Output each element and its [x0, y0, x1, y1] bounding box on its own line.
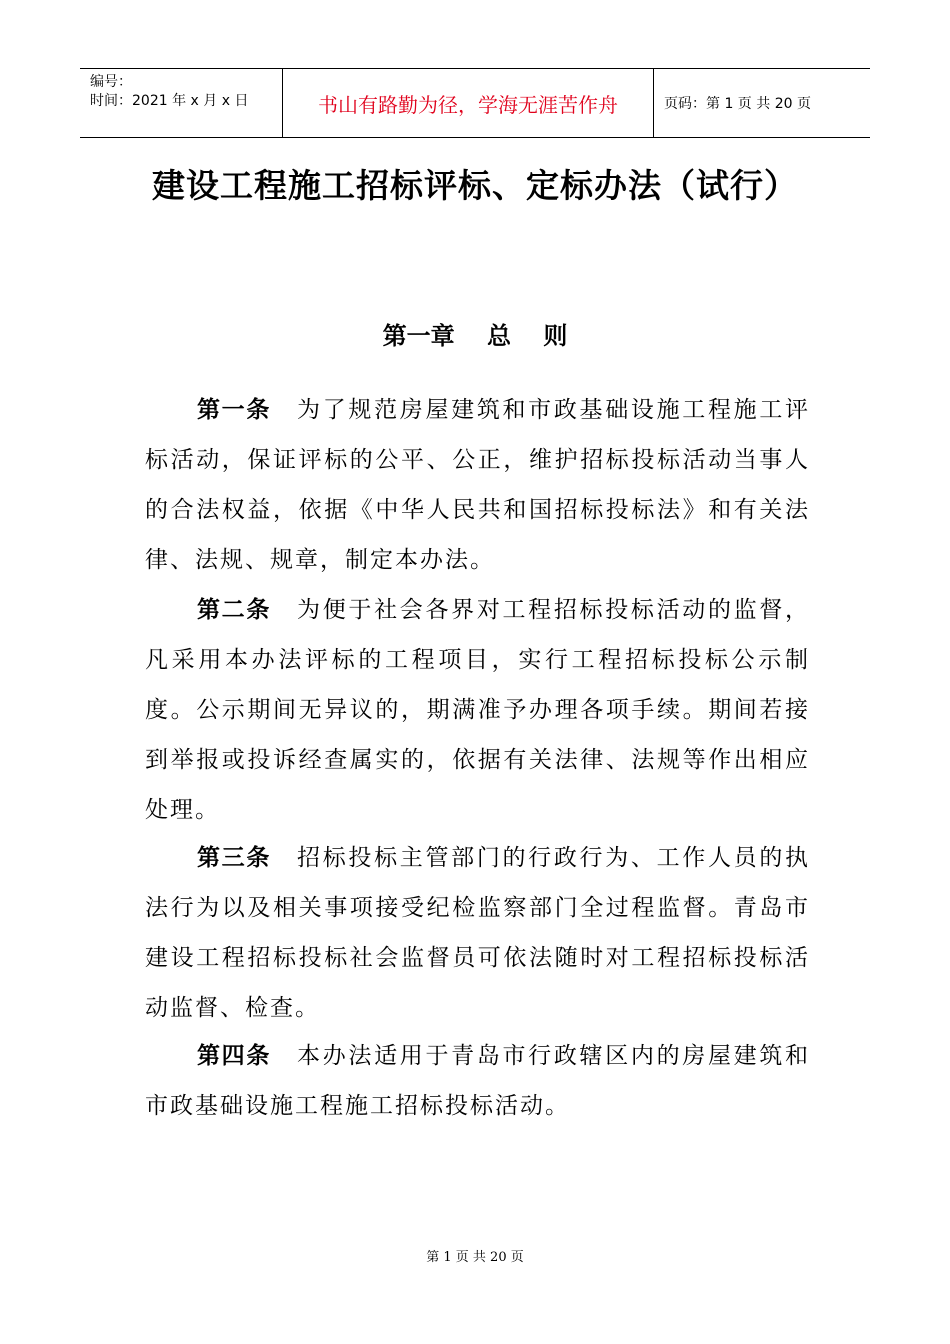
header-table [80, 68, 870, 138]
article-number: 第一条 [197, 397, 272, 423]
article-text: 为便于社会各界对工程招标投标活动的监督，凡采用本办法评标的工程项目，实行工程招标投标公示制度。公示期间无异议的，期满准予办理各项手续。期间若接到举报或投诉经查属实的，依据有关法律、法规等作出相应处理。 [145, 597, 811, 823]
time-label: 时间：2021 年 x 月 x 日 [90, 93, 249, 109]
chapter-name-part-2: 则 [543, 322, 568, 350]
article-4 [145, 1031, 810, 1131]
chapter-number: 第一章 [382, 322, 455, 350]
page-label: 页码：第 1 页 共 20 页 [664, 96, 811, 112]
document-title: 建设工程施工招标评标、定标办法（试行） [152, 166, 798, 205]
article-number: 第四条 [197, 1043, 272, 1069]
page-footer: 第 1 页 共 20 页 [426, 1250, 524, 1265]
article-3 [145, 833, 810, 1033]
motto: 书山有路勤为径，学海无涯苦作舟 [282, 69, 654, 137]
chapter-heading [0, 316, 950, 351]
serial-label: 编号： [90, 74, 132, 90]
chapter-name-part-1: 总 [487, 322, 511, 350]
article-text: 招标投标主管部门的行政行为、工作人员的执法行为以及相关事项接受纪检监察部门全过程监督。青岛市建设工程招标投标社会监督员可依法随时对工程招标投标活动监督、检查。 [145, 845, 811, 1021]
article-1 [145, 385, 810, 585]
article-2 [145, 585, 810, 835]
header-left-cell [80, 69, 282, 137]
article-number: 第二条 [197, 597, 272, 623]
article-number: 第三条 [197, 845, 272, 871]
article-text: 本办法适用于青岛市行政辖区内的房屋建筑和市政基础设施工程施工招标投标活动。 [145, 1043, 811, 1119]
article-text: 为了规范房屋建筑和市政基础设施工程施工评标活动，保证评标的公平、公正，维护招标投标活动当事人的合法权益，依据《中华人民共和国招标投标法》和有关法律、法规、规章，制定本办法。 [145, 397, 811, 573]
